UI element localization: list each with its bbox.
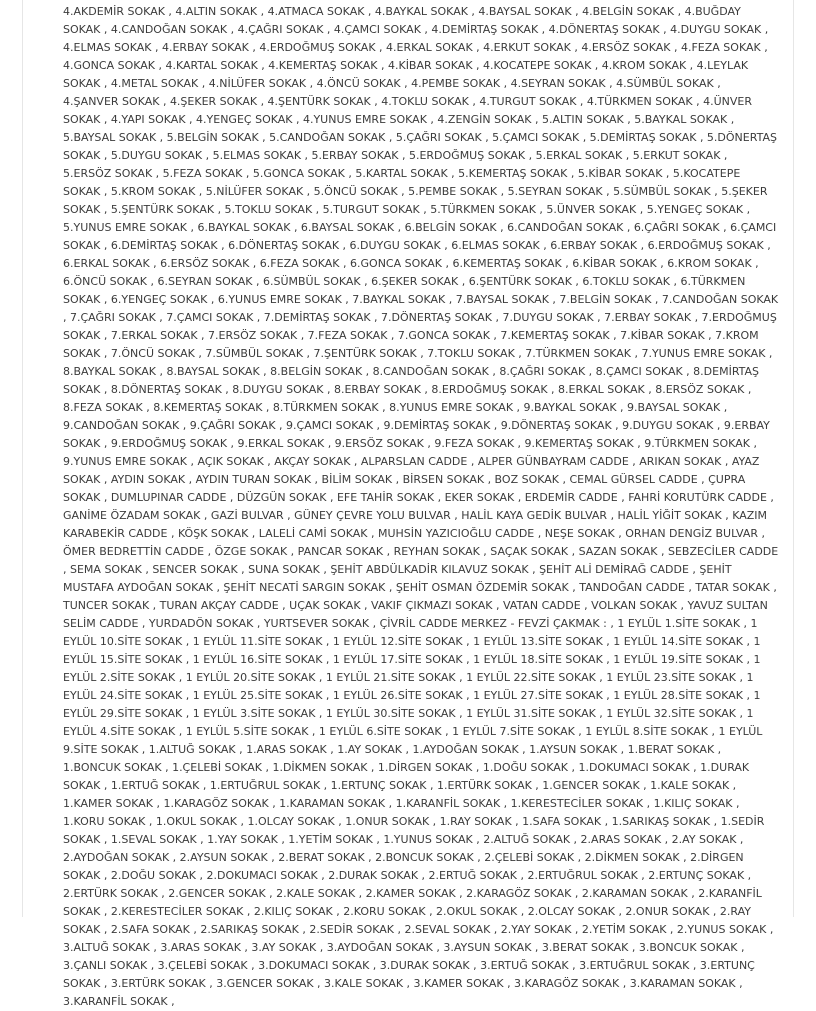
right-border: [793, 0, 794, 917]
left-border: [22, 0, 23, 917]
street-list-paragraph: 4.AKDEMİR SOKAK , 4.ALTIN SOKAK , 4.ATMACA SOKAK , 4.BAYKAL SOKAK , 4.BAYSAL SOKAK , 4.BELGİN SOKAK , 4.BUĞDAY SOKAK , 4.CANDOĞAN SOKAK , 4.ÇAĞRI SOKAK , 4.ÇAMCI SOKAK , 4.DEMİRTAŞ SOKAK , 4.DÖNERTAŞ SOKAK , 4.DUYGU SOKAK , 4.ELMAS SOKAK , 4.ERBAY SOKAK , 4.ERDOĞMUŞ SOKAK , 4.ERKAL SOKAK , 4.ERKUT SOKAK , 4.ERSÖZ SOKAK , 4.FEZA SOKAK , 4.GONCA SOKAK , 4.KARTAL SOKAK , 4.KEMERTAŞ SOKAK , 4.KİBAR SOKAK , 4.KOCATEPE SOKAK , 4.KROM SOKAK , 4.LEYLAK SOKAK , 4.METAL SOKAK , 4.NİLÜFER SOKAK , 4.ÖNCÜ SOKAK , 4.PEMBE SOKAK , 4.SEYRAN SOKAK , 4.SÜMBÜL SOKAK , 4.ŞANVER SOKAK , 4.ŞEKER SOKAK , 4.ŞENTÜRK SOKAK , 4.TOKLU SOKAK , 4.TURGUT SOKAK , 4.TÜRKMEN SOKAK , 4.ÜNVER SOKAK , 4.YAPI SOKAK , 4.YENGEÇ SOKAK , 4.YUNUS EMRE SOKAK , 4.ZENGİN SOKAK , 5.ALTIN SOKAK , 5.BAYKAL SOKAK , 5.BAYSAL SOKAK , 5.BELGİN SOKAK , 5.CANDOĞAN SOKAK , 5.ÇAĞRI SOKAK , 5.ÇAMCI SOKAK , 5.DEMİRTAŞ SOKAK , 5.DÖNERTAŞ SOKAK , 5.DUYGU SOKAK , 5.ELMAS SOKAK , 5.ERBAY SOKAK , 5.ERDOĞMUŞ SOKAK , 5.ERKAL SOKAK , 5.ERKUT SOKAK , 5.ERSÖZ SOKAK , 5.FEZA SOKAK , 5.GONCA SOKAK , 5.KARTAL SOKAK , 5.KEMERTAŞ SOKAK , 5.KİBAR SOKAK , 5.KOCATEPE SOKAK , 5.KROM SOKAK , 5.NİLÜFER SOKAK , 5.ÖNCÜ SOKAK , 5.PEMBE SOKAK , 5.SEYRAN SOKAK , 5.SÜMBÜL SOKAK , 5.ŞEKER SOKAK , 5.ŞENTÜRK SOKAK , 5.TOKLU SOKAK , 5.TURGUT SOKAK , 5.TÜRKMEN SOKAK , 5.ÜNVER SOKAK , 5.YENGEÇ SOKAK , 5.YUNUS EMRE SOKAK , 6.BAYKAL SOKAK , 6.BAYSAL SOKAK , 6.BELGİN SOKAK , 6.CANDOĞAN SOKAK , 6.ÇAĞRI SOKAK , 6.ÇAMCI SOKAK , 6.DEMİRTAŞ SOKAK , 6.DÖNERTAŞ SOKAK , 6.DUYGU SOKAK , 6.ELMAS SOKAK , 6.ERBAY SOKAK , 6.ERDOĞMUŞ SOKAK , 6.ERKAL SOKAK , 6.ERSÖZ SOKAK , 6.FEZA SOKAK , 6.GONCA SOKAK , 6.KEMERTAŞ SOKAK , 6.KİBAR SOKAK , 6.KROM SOKAK , 6.ÖNCÜ SOKAK , 6.SEYRAN SOKAK , 6.SÜMBÜL SOKAK , 6.ŞEKER SOKAK , 6.ŞENTÜRK SOKAK , 6.TOKLU SOKAK , 6.TÜRKMEN SOKAK , 6.YENGEÇ SOKAK , 6.YUNUS EMRE SOKAK , 7.BAYKAL SOKAK , 7.BAYSAL SOKAK , 7.BELGİN SOKAK , 7.CANDOĞAN SOKAK , 7.ÇAĞRI SOKAK , 7.ÇAMCI SOKAK , 7.DEMİRTAŞ SOKAK , 7.DÖNERTAŞ SOKAK , 7.DUYGU SOKAK , 7.ERBAY SOKAK , 7.ERDOĞMUŞ SOKAK , 7.ERKAL SOKAK , 7.ERSÖZ SOKAK , 7.FEZA SOKAK , 7.GONCA SOKAK , 7.KEMERTAŞ SOKAK , 7.KİBAR SOKAK , 7.KROM SOKAK , 7.ÖNCÜ SOKAK , 7.SÜMBÜL SOKAK , 7.ŞENTÜRK SOKAK , 7.TOKLU SOKAK , 7.TÜRKMEN SOKAK , 7.YUNUS EMRE SOKAK , 8.BAYKAL SOKAK , 8.BAYSAL SOKAK , 8.BELGİN SOKAK , 8.CANDOĞAN SOKAK , 8.ÇAĞRI SOKAK , 8.ÇAMCI SOKAK , 8.DEMİRTAŞ SOKAK , 8.DÖNERTAŞ SOKAK , 8.DUYGU SOKAK , 8.ERBAY SOKAK , 8.ERDOĞMUŞ SOKAK , 8.ERKAL SOKAK , 8.ERSÖZ SOKAK , 8.FEZA SOKAK , 8.KEMERTAŞ SOKAK , 8.TÜRKMEN SOKAK , 8.YUNUS EMRE SOKAK , 9.BAYKAL SOKAK , 9.BAYSAL SOKAK , 9.CANDOĞAN SOKAK , 9.ÇAĞRI SOKAK , 9.ÇAMCI SOKAK , 9.DEMİRTAŞ SOKAK , 9.DÖNERTAŞ SOKAK , 9.DUYGU SOKAK , 9.ERBAY SOKAK , 9.ERDOĞMUŞ SOKAK , 9.ERKAL SOKAK , 9.ERSÖZ SOKAK , 9.FEZA SOKAK , 9.KEMERTAŞ SOKAK , 9.TÜRKMEN SOKAK , 9.YUNUS EMRE SOKAK , AÇIK SOKAK , AKÇAY SOKAK , ALPARSLAN CADDE , ALPER GÜNBAYRAM CADDE , ARIKAN SOKAK , AYAZ SOKAK , AYDIN SOKAK , AYDIN TURAN SOKAK , BİLİM SOKAK , BİRSEN SOKAK , BOZ SOKAK , CEMAL GÜRSEL CADDE , ÇUPRA SOKAK , DUMLUPINAR CADDE , DÜZGÜN SOKAK , EFE TAHİR SOKAK , EKER SOKAK , ERDEMİR CADDE , FAHRİ KORUTÜRK CADDE , GANİME ÖZADAM SOKAK , GAZİ BULVAR , GÜNEY ÇEVRE YOLU BULVAR , HALİL KAYA GEDİK BULVAR , HALİL YİĞİT SOKAK , KAZIM KARABEKİR CADDE , KÖŞK SOKAK , LALELİ CAMİ SOKAK , MUHSİN YAZICIOĞLU CADDE , NEŞE SOKAK , ORHAN DENGİZ BULVAR , ÖMER BEDRETTİN CADDE , ÖZGE SOKAK , PANCAR SOKAK , REYHAN SOKAK , SAÇAK SOKAK , SAZAN SOKAK , SEBZECİLER CADDE , SEMA SOKAK , SENCER SOKAK , SUNA SOKAK , ŞEHİT ABDÜLKADİR KILAVUZ SOKAK , ŞEHİT ALİ DEMİRAĞ CADDE , ŞEHİT MUSTAFA AYDOĞAN SOKAK , ŞEHİT NECATİ SARGIN SOKAK , ŞEHİT OSMAN ÖZDEMİR SOKAK , TANDOĞAN CADDE , TATAR SOKAK , TUNCER SOKAK , TURAN AKÇAY CADDE , UÇAK SOKAK , VAKIF ÇIKMAZI SOKAK , VATAN CADDE , VOLKAN SOKAK , YAVUZ SULTAN SELİM CADDE , YURDADÖN SOKAK , YURTSEVER SOKAK , ÇİVRİL CADDE MERKEZ - FEVZİ ÇAKMAK : , 1 EYLÜL 1.SİTE SOKAK , 1 EYLÜL 10.SİTE SOKAK , 1 EYLÜL 11.SİTE SOKAK , 1 EYLÜL 12.SİTE SOKAK , 1 EYLÜL 13.SİTE SOKAK , 1 EYLÜL 14.SİTE SOKAK , 1 EYLÜL 15.SİTE SOKAK , 1 EYLÜL 16.SİTE SOKAK , 1 EYLÜL 17.SİTE SOKAK , 1 EYLÜL 18.SİTE SOKAK , 1 EYLÜL 19.SİTE SOKAK , 1 EYLÜL 2.SİTE SOKAK , 1 EYLÜL 20.SİTE SOKAK , 1 EYLÜL 21.SİTE SOKAK , 1 EYLÜL 22.SİTE SOKAK , 1 EYLÜL 23.SİTE SOKAK , 1 EYLÜL 24.SİTE SOKAK , 1 EYLÜL 25.SİTE SOKAK , 1 EYLÜL 26.SİTE SOKAK , 1 EYLÜL 27.SİTE SOKAK , 1 EYLÜL 28.SİTE SOKAK , 1 EYLÜL 29.SİTE SOKAK , 1 EYLÜL 3.SİTE SOKAK , 1 EYLÜL 30.SİTE SOKAK , 1 EYLÜL 31.SİTE SOKAK , 1 EYLÜL 32.SİTE SOKAK , 1 EYLÜL 4.SİTE SOKAK , 1 EYLÜL 5.SİTE SOKAK , 1 EYLÜL 6.SİTE SOKAK , 1 EYLÜL 7.SİTE SOKAK , 1 EYLÜL 8.SİTE SOKAK , 1 EYLÜL 9.SİTE SOKAK , 1.ALTUĞ SOKAK , 1.ARAS SOKAK , 1.AY SOKAK , 1.AYDOĞAN SOKAK , 1.AYSUN SOKAK , 1.BERAT SOKAK , 1.BONCUK SOKAK , 1.ÇELEBİ SOKAK , 1.DİKMEN SOKAK , 1.DİRGEN SOKAK , 1.DOĞU SOKAK , 1.DOKUMACI SOKAK , 1.DURAK SOKAK , 1.ERTUĞ SOKAK , 1.ERTUĞRUL SOKAK , 1.ERTUNÇ SOKAK , 1.ERTÜRK SOKAK , 1.GENCER SOKAK , 1.KALE SOKAK , 1.KAMER SOKAK , 1.KARAGÖZ SOKAK , 1.KARAMAN SOKAK , 1.KARANFİL SOKAK , 1.KERESTECİLER SOKAK , 1.KILIÇ SOKAK , 1.KORU SOKAK , 1.OKUL SOKAK , 1.OLCAY SOKAK , 1.ONUR SOKAK , 1.RAY SOKAK , 1.SAFA SOKAK , 1.SARIKAŞ SOKAK , 1.SEDİR SOKAK , 1.SEVAL SOKAK , 1.YAY SOKAK , 1.YETİM SOKAK , 1.YUNUS SOKAK , 2.ALTUĞ SOKAK , 2.ARAS SOKAK , 2.AY SOKAK , 2.AYDOĞAN SOKAK , 2.AYSUN SOKAK , 2.BERAT SOKAK , 2.BONCUK SOKAK , 2.ÇELEBİ SOKAK , 2.DİKMEN SOKAK , 2.DİRGEN SOKAK , 2.DOĞU SOKAK , 2.DOKUMACI SOKAK , 2.DURAK SOKAK , 2.ERTUĞ SOKAK , 2.ERTUĞRUL SOKAK , 2.ERTUNÇ SOKAK , 2.ERTÜRK SOKAK , 2.GENCER SOKAK , 2.KALE SOKAK , 2.KAMER SOKAK , 2.KARAGÖZ SOKAK , 2.KARAMAN SOKAK , 2.KARANFİL SOKAK , 2.KERESTECİLER SOKAK , 2.KILIÇ SOKAK , 2.KORU SOKAK , 2.OKUL SOKAK , 2.OLCAY SOKAK , 2.ONUR SOKAK , 2.RAY SOKAK , 2.SAFA SOKAK , 2.SARIKAŞ SOKAK , 2.SEDİR SOKAK , 2.SEVAL SOKAK , 2.YAY SOKAK , 2.YETİM SOKAK , 2.YUNUS SOKAK , 3.ALTUĞ SOKAK , 3.ARAS SOKAK , 3.AY SOKAK , 3.AYDOĞAN SOKAK , 3.AYSUN SOKAK , 3.BERAT SOKAK , 3.BONCUK SOKAK , 3.ÇANLI SOKAK , 3.ÇELEBİ SOKAK , 3.DOKUMACI SOKAK , 3.DURAK SOKAK , 3.ERTUĞ SOKAK , 3.ERTUĞRUL SOKAK , 3.ERTUNÇ SOKAK , 3.ERTÜRK SOKAK , 3.GENCER SOKAK , 3.KALE SOKAK , 3.KAMER SOKAK , 3.KARAGÖZ SOKAK , 3.KARAMAN SOKAK , 3.KARANFİL SOKAK ,: [63, 5, 779, 1008]
